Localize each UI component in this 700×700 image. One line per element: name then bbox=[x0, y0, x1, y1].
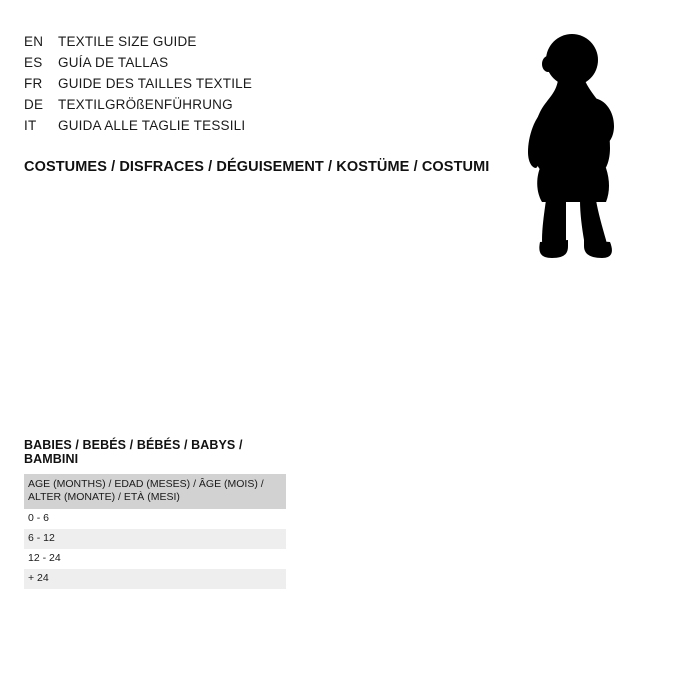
language-code-fr: FR bbox=[24, 76, 43, 91]
language-text-it: GUIDA ALLE TAGLIE TESSILI bbox=[58, 118, 246, 133]
category-title: COSTUMES / DISFRACES / DÉGUISEMENT / KOSTÜME / COSTUMI bbox=[24, 159, 490, 175]
language-row-it bbox=[24, 118, 444, 139]
language-text-en: TEXTILE SIZE GUIDE bbox=[58, 34, 197, 49]
language-code-en: EN bbox=[24, 34, 44, 49]
table-row bbox=[24, 549, 286, 569]
table-section-title: BABIES / BEBÉS / BÉBÉS / BABYS / BAMBINI bbox=[24, 438, 243, 466]
language-text-de: TEXTILGRÖßENFÜHRUNG bbox=[58, 97, 233, 112]
language-row-de bbox=[24, 97, 444, 118]
table-row bbox=[24, 529, 286, 549]
table-row bbox=[24, 509, 286, 529]
language-row-es bbox=[24, 55, 444, 76]
table-header-row bbox=[24, 474, 286, 509]
toddler-silhouette-icon bbox=[500, 28, 640, 260]
language-code-es: ES bbox=[24, 55, 43, 70]
table-row bbox=[24, 569, 286, 589]
language-text-fr: GUIDE DES TAILLES TEXTILE bbox=[58, 76, 253, 91]
language-row-fr bbox=[24, 76, 444, 97]
language-list bbox=[24, 34, 444, 139]
language-code-de: DE bbox=[24, 97, 44, 112]
cell-age-range: 12 - 24 bbox=[24, 549, 286, 569]
language-text-es: GUÍA DE TALLAS bbox=[58, 55, 169, 70]
cell-age-range: 6 - 12 bbox=[24, 529, 286, 549]
size-table bbox=[24, 474, 286, 589]
babies-size-table-section bbox=[24, 438, 286, 589]
language-code-it: IT bbox=[24, 118, 37, 133]
cell-age-range: + 24 bbox=[24, 569, 286, 589]
language-row-en bbox=[24, 34, 444, 55]
column-header-age: AGE (MONTHS) / EDAD (MESES) / ÂGE (MOIS) / ALTER (MONATE) / ETÀ (MESI) bbox=[24, 474, 286, 509]
cell-age-range: 0 - 6 bbox=[24, 509, 286, 529]
